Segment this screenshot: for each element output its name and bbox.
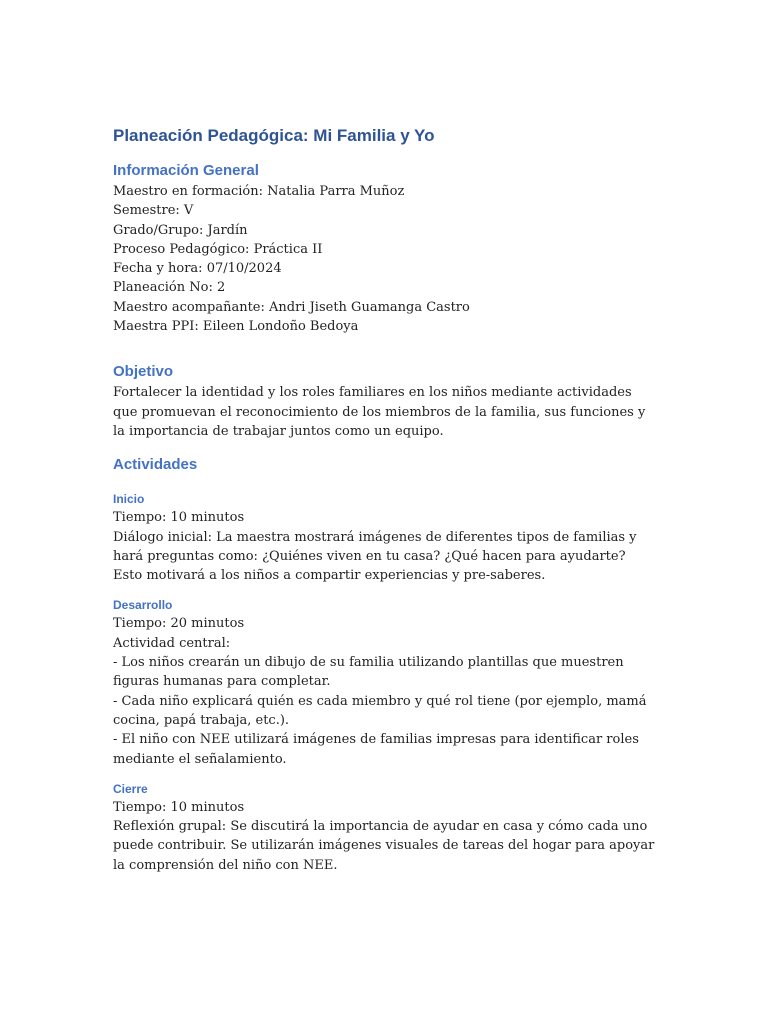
cierre-tiempo: Tiempo: 10 minutos [113, 799, 245, 815]
info-line: Maestro en formación: Natalia Parra Muñoz [113, 184, 405, 199]
info-line: Grado/Grupo: Jardín [113, 222, 248, 238]
inicio-tiempo: Tiempo: 10 minutos [113, 510, 245, 526]
info-list [113, 182, 658, 336]
info-line: Proceso Pedagógico: Práctica II [113, 241, 323, 257]
subheading-desarrollo: Desarrollo [113, 598, 173, 613]
info-line: Semestre: V [113, 203, 194, 219]
info-line: Maestro acompañante: Andri Jiseth Guamanga Castro [113, 299, 470, 315]
info-line: Maestra PPI: Eileen Londoño Bedoya [113, 319, 359, 335]
document-title: Planeación Pedagógica: Mi Familia y Yo [113, 126, 435, 145]
section-heading-objetivo: Objetivo [113, 363, 174, 381]
desarrollo-item: - El niño con NEE utilizará imágenes de familias impresas para identificar roles mediante el señalamiento. [113, 732, 639, 767]
subheading-cierre: Cierre [113, 781, 148, 796]
section-heading-actividades: Actividades [113, 456, 198, 474]
desarrollo-tiempo: Tiempo: 20 minutos [113, 616, 245, 632]
section-heading-info: Información General [113, 162, 259, 179]
desarrollo-item: - Cada niño explicará quién es cada miembro y qué rol tiene (por ejemplo, mamá cocina, papá trabaja, etc.). [113, 693, 647, 728]
inicio-text: Diálogo inicial: La maestra mostrará imágenes de diferentes tipos de familias y hará preguntas como: ¿Quiénes viven en tu casa? ¿Qué hacen para ayudarte? Esto motivará a los niños a compartir experiencias y pre-saberes. [113, 529, 637, 584]
document-page [113, 124, 658, 875]
desarrollo-intro: Actividad central: [113, 635, 231, 651]
desarrollo-item: - Los niños crearán un dibujo de su familia utilizando plantillas que muestren figuras humanas para completar. [113, 655, 624, 690]
info-line: Fecha y hora: 07/10/2024 [113, 261, 282, 277]
subheading-inicio: Inicio [113, 492, 145, 507]
info-line: Planeación No: 2 [113, 280, 226, 296]
cierre-text: Reflexión grupal: Se discutirá la importancia de ayudar en casa y cómo cada uno puede contribuir. Se utilizarán imágenes visuales de tareas del hogar para apoyar la comprensión del niño con NEE. [113, 819, 655, 873]
objetivo-text: Fortalecer la identidad y los roles familiares en los niños mediante actividades que promuevan el reconocimiento de los miembros de la familia, sus funciones y la importancia de trabajar juntos como un equipo. [113, 385, 646, 439]
